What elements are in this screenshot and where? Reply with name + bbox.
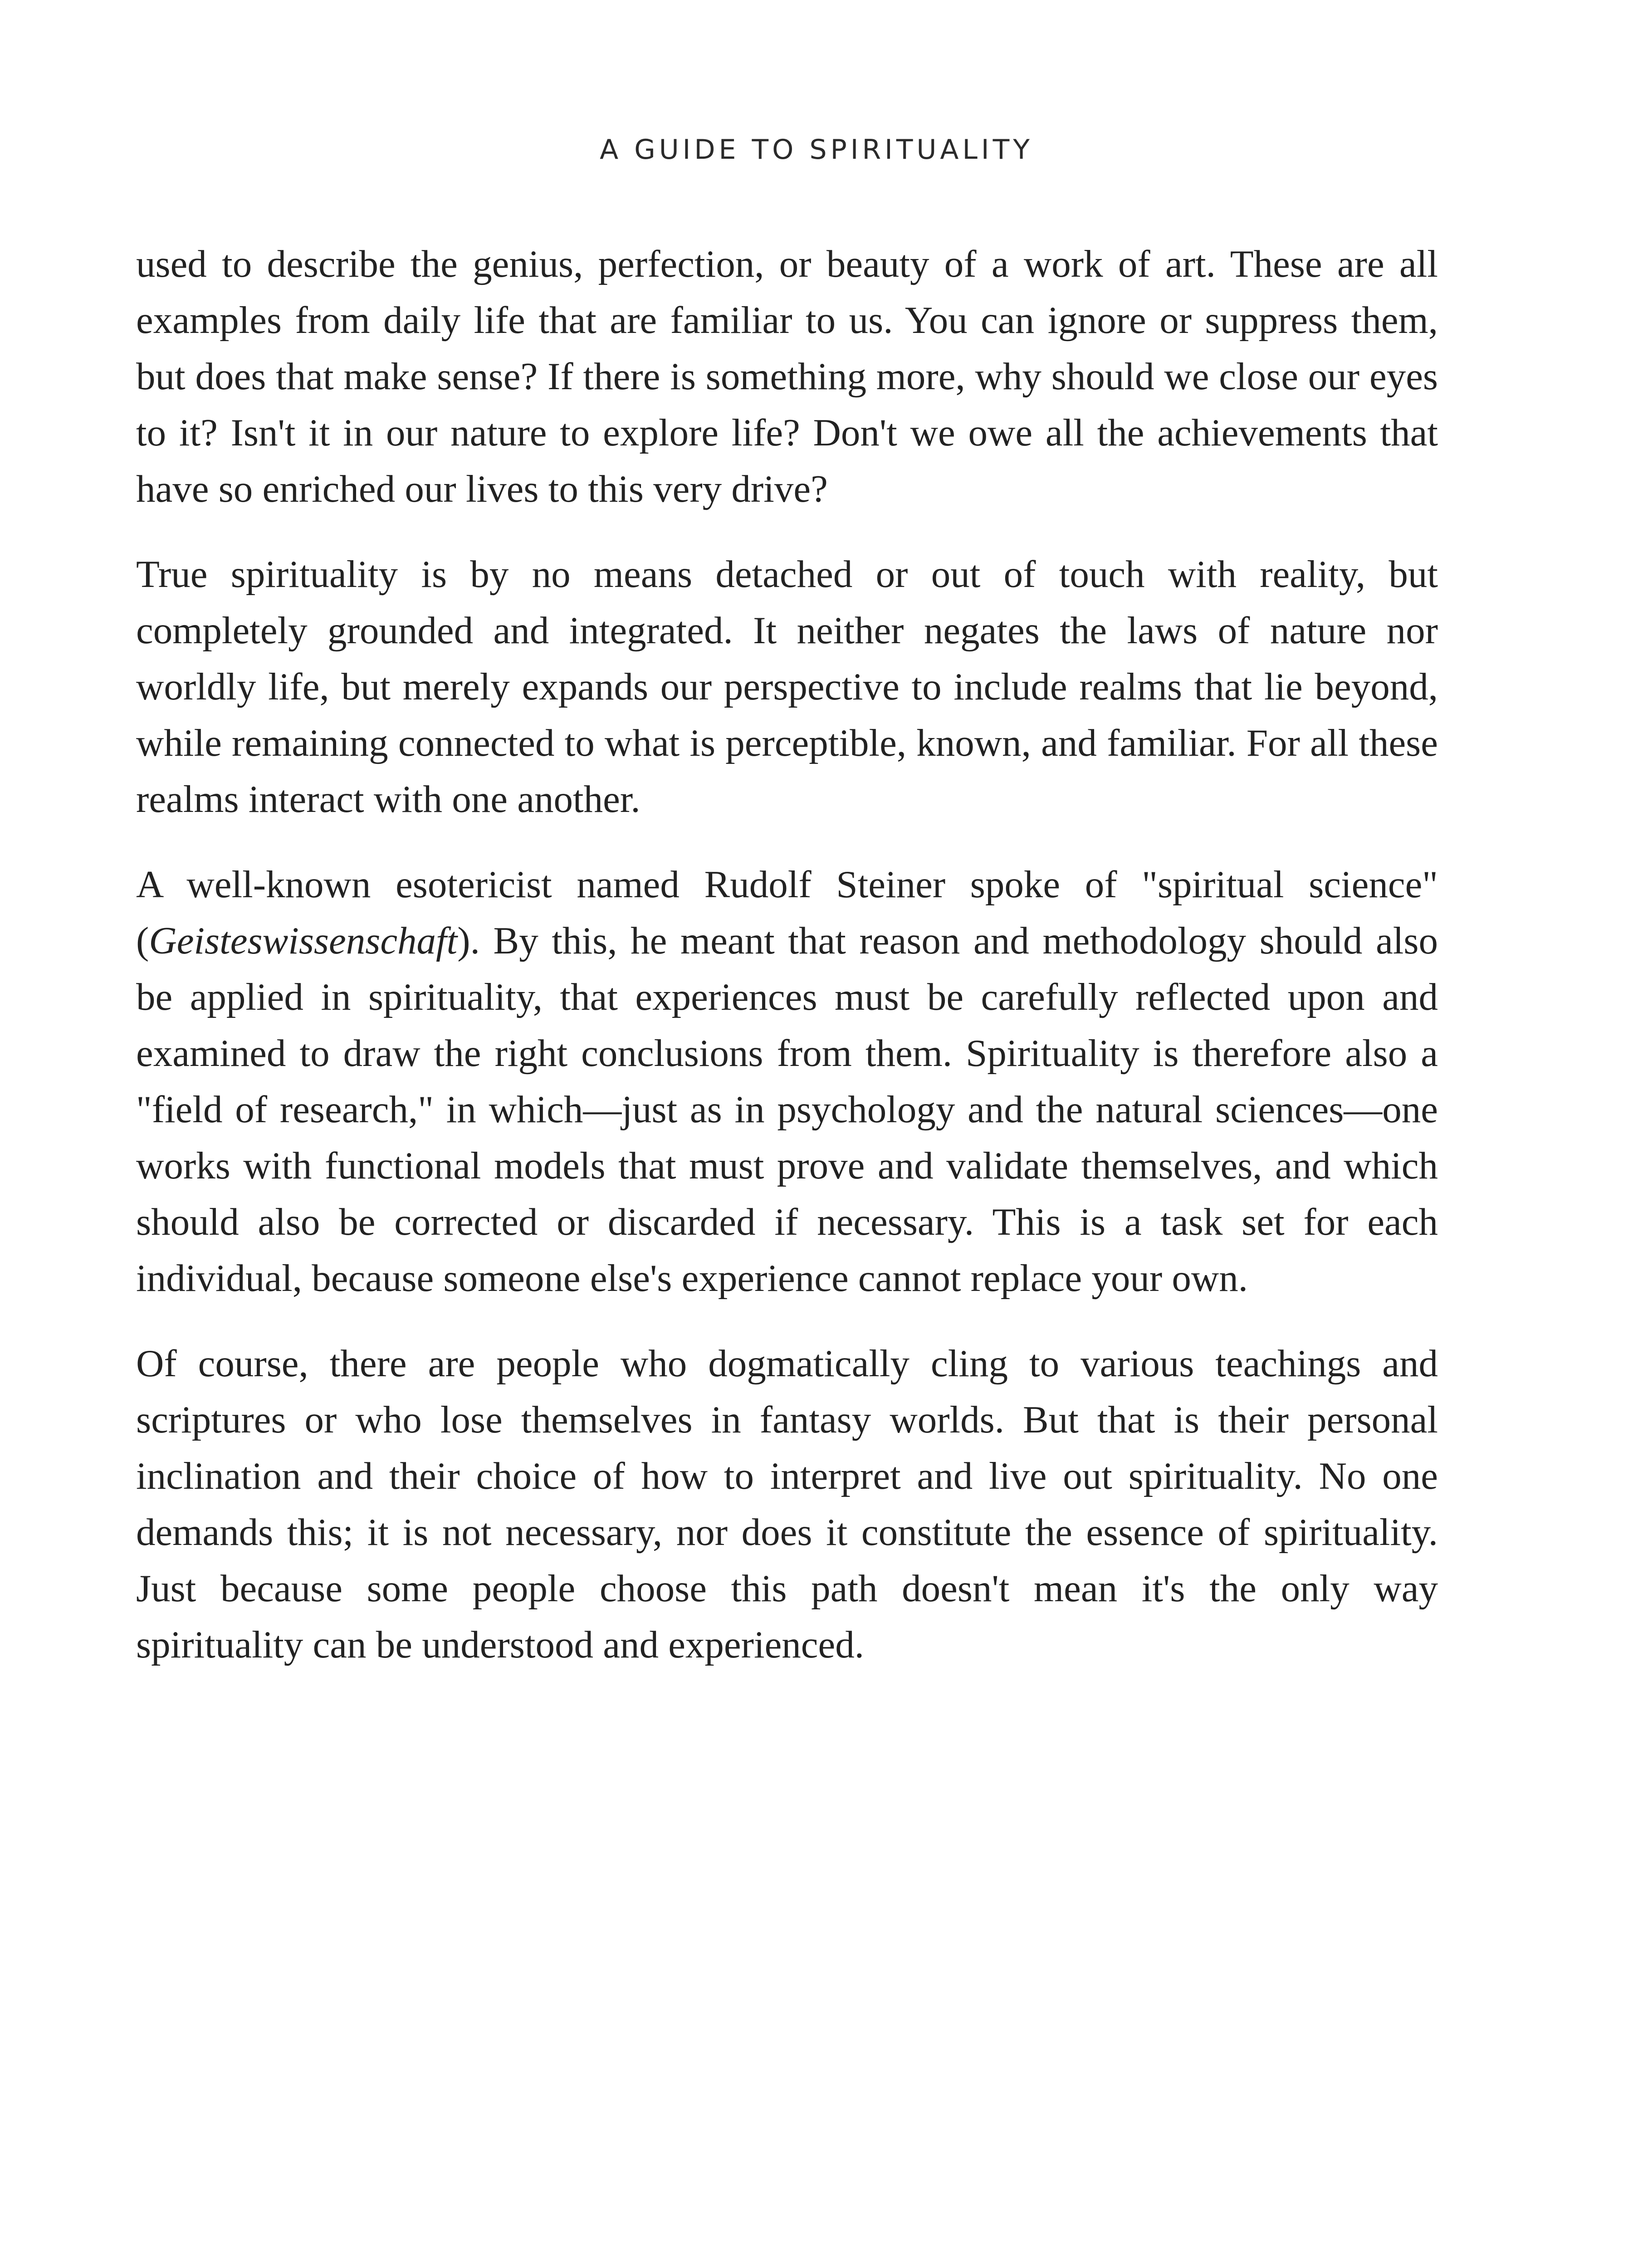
running-header: A GUIDE TO SPIRITUALITY: [600, 134, 1033, 166]
paragraph-4: Of course, there are people who dogmatically cling to various teachings and scriptures or who lose themselves in fantasy worlds. But that is their personal inclination and their choice of how to interpret and live out spirituality. No one demands this; it is not necessary, nor does it constitute the essence of spirituality. Just because some people choose this path doesn't mean it's the only way spirituality can be understood and experienced.: [136, 1342, 1438, 1666]
paragraph-3-text-start: A well-known esotericist named Rudolf Steiner spoke of "spiritual science" (: [136, 863, 1438, 962]
paragraph-3-text-end: ). By this, he meant that reason and methodology should also be applied in spirituality, that experiences must be carefully reflected upon and examined to draw the right conclusions from them. Spirituality is therefore also a "field of research," in which—just as in psychology and the natural sciences—one works with functional models that must prove and validate themselves, and which should also be corrected or discarded if necessary. This is a task set for each individual, because someone else's experience cannot replace your own.: [136, 919, 1438, 1300]
paragraph-2: True spirituality is by no means detached or out of touch with reality, but completely grounded and integrated. It neither negates the laws of nature nor worldly life, but merely expands our perspective to include realms that lie beyond, while remaining connected to what is perceptible, known, and familiar. For all these realms interact with one another.: [136, 553, 1438, 821]
paragraph-3: [136, 856, 1438, 1306]
italic-term: Geisteswissenschaft: [149, 919, 458, 962]
body-text: [136, 236, 1438, 1702]
paragraph-1: used to describe the genius, perfection, or beauty of a work of art. These are all examples from daily life that are familiar to us. You can ignore or suppress them, but does that make sense? If there is something more, why should we close our eyes to it? Isn't it in our nature to explore life? Don't we owe all the achievements that have so enriched our lives to this very drive?: [136, 243, 1438, 510]
